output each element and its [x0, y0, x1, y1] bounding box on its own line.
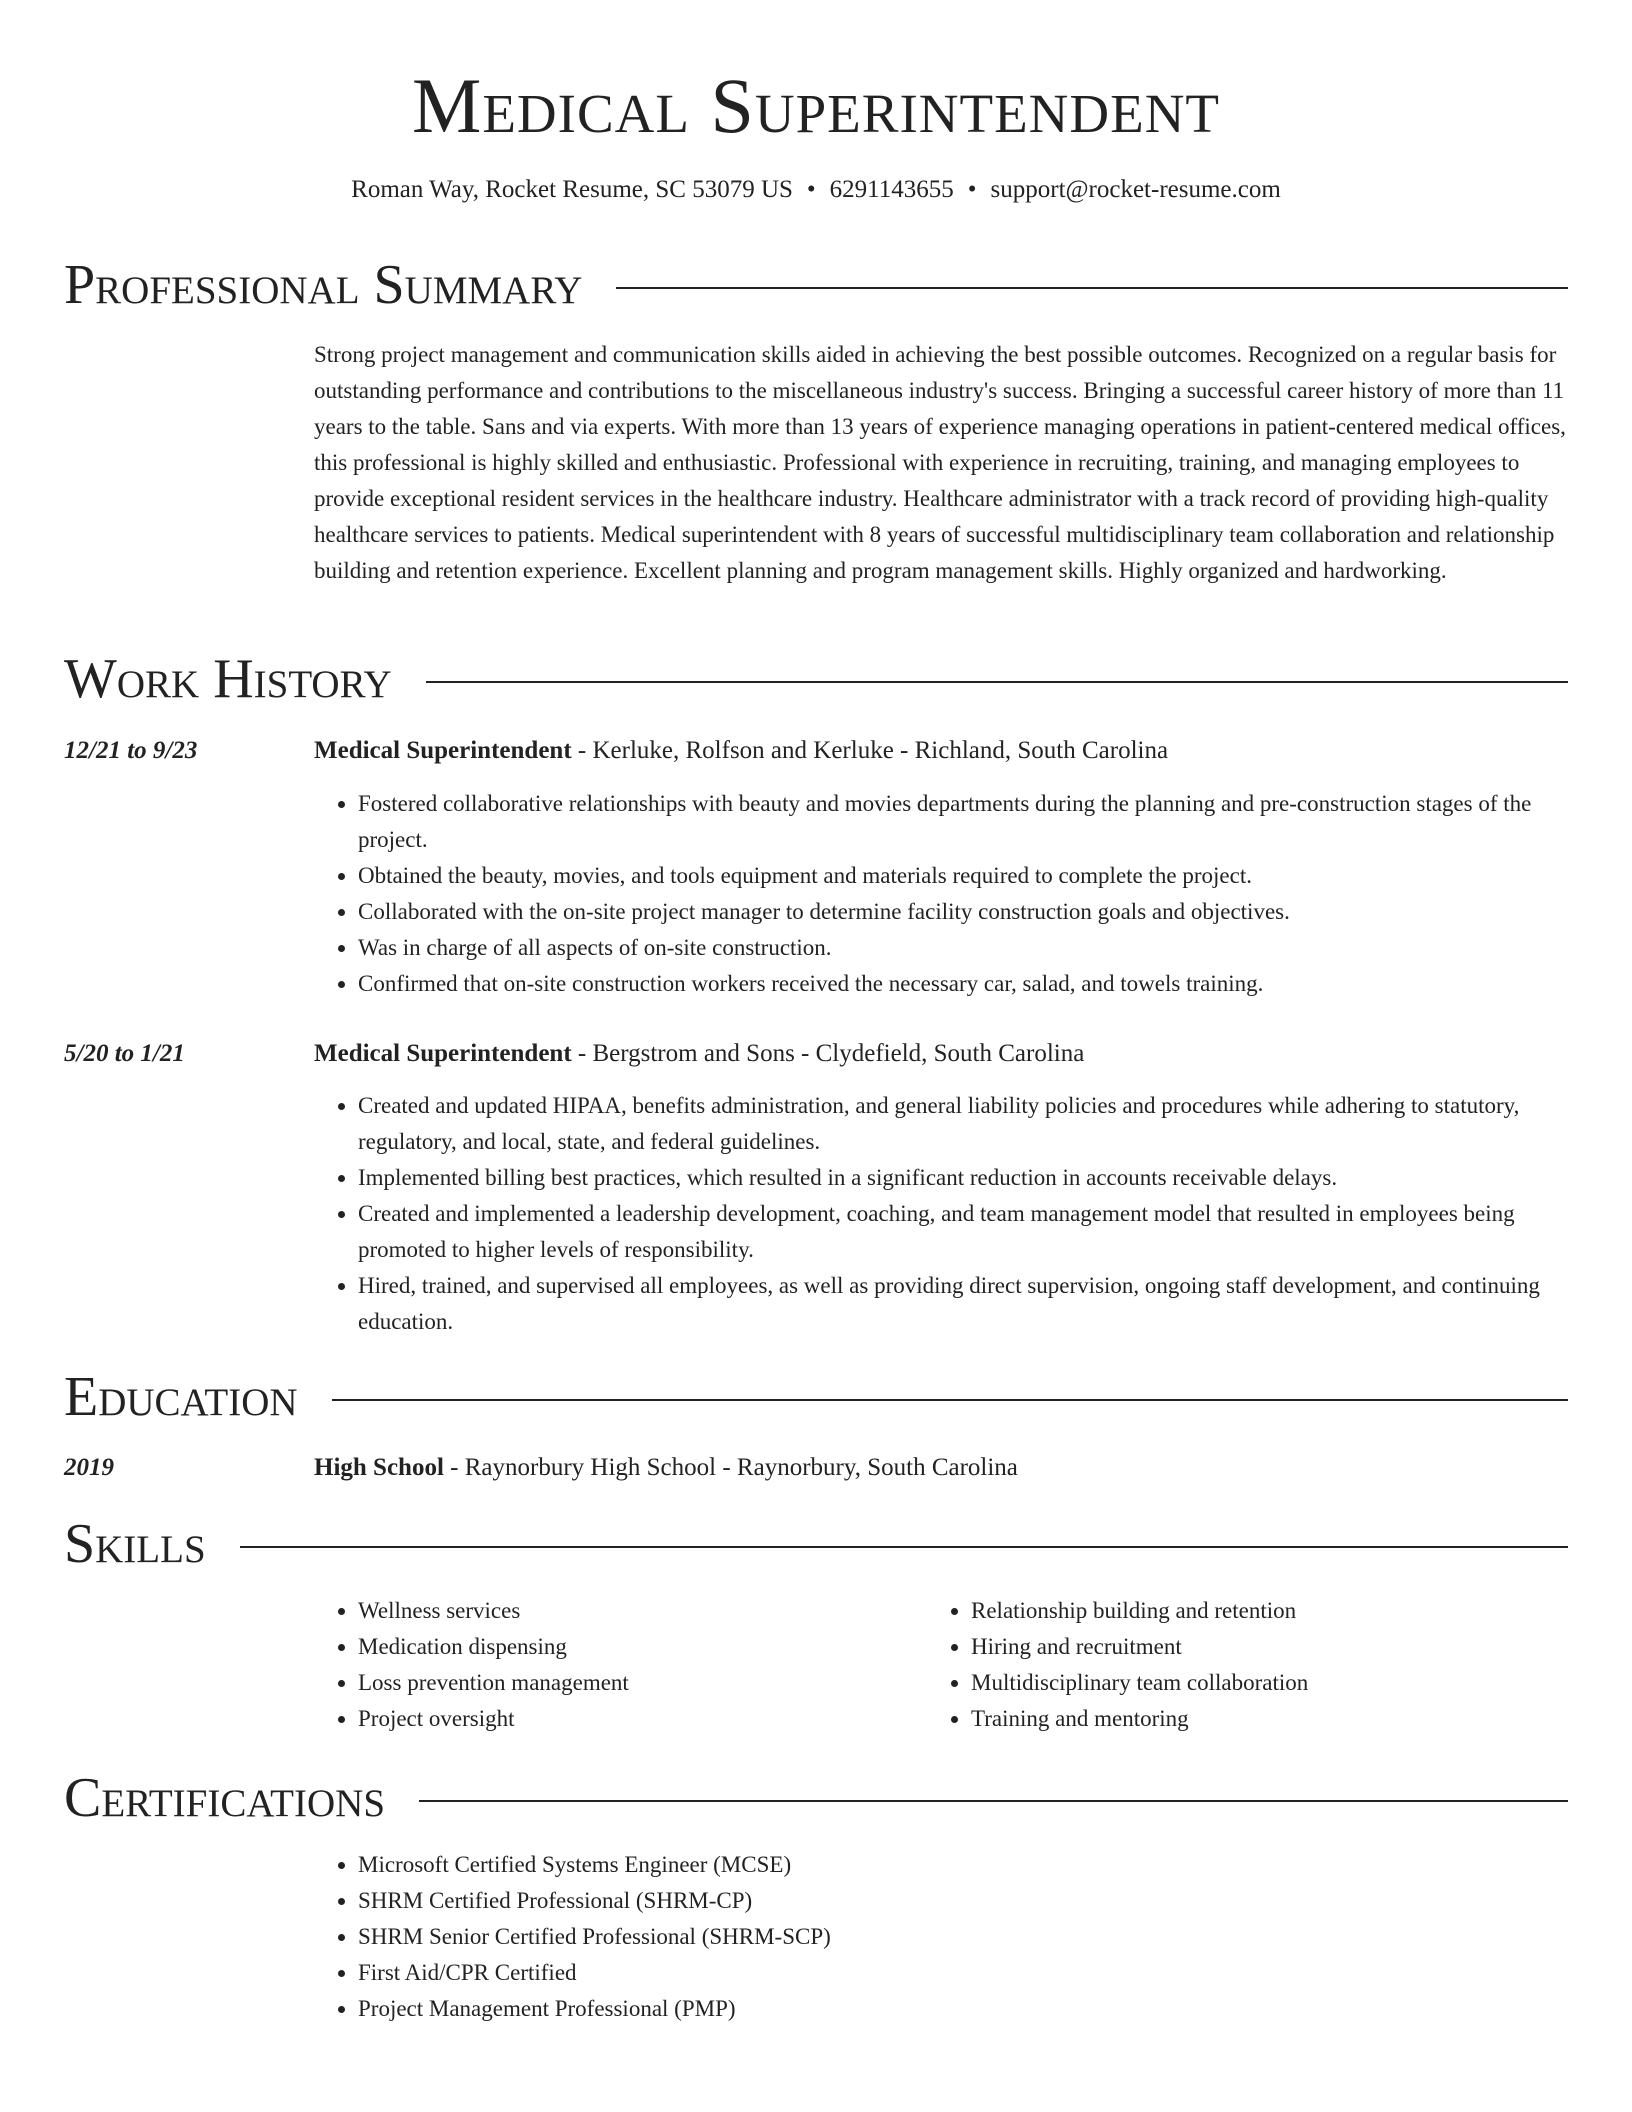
job-bullet: • Obtained the beauty, movies, and tools equipment and materials required to complete the project. — [358, 858, 1568, 894]
certification-item: • Microsoft Certified Systems Engineer (MCSE) — [358, 1847, 1568, 1883]
job-bullet: • Fostered collaborative relationships with beauty and movies departments during the planning and pre-construction stages of the project. — [358, 786, 1568, 858]
job-dates: 12/21 to 9/23 — [64, 737, 198, 764]
skill-item: • Wellness services — [358, 1593, 914, 1629]
certifications-list — [314, 1847, 1568, 2027]
job-bullet: • Collaborated with the on-site project manager to determine facility construction goals and objectives. — [358, 894, 1568, 930]
education-school-location: - Raynorbury High School - Raynorbury, South Carolina — [443, 1454, 1018, 1481]
section-divider — [332, 1399, 1568, 1401]
section-divider — [419, 1800, 1568, 1802]
job-bullets — [314, 786, 1568, 1002]
certifications-section-heading — [64, 1763, 1568, 1833]
skill-item: • Training and mentoring — [971, 1701, 1567, 1737]
certification-item: • SHRM Senior Certified Professional (SHRM-SCP) — [358, 1919, 1568, 1955]
contact-separator: • — [806, 176, 816, 203]
education-heading: Education — [64, 1366, 298, 1428]
summary-heading: Professional Summary — [64, 254, 583, 316]
job-title: Medical Superintendent — [314, 737, 572, 764]
job-bullets — [314, 1088, 1568, 1340]
job-title: Medical Superintendent — [314, 1040, 572, 1067]
education-section-heading — [64, 1362, 1568, 1432]
work-heading: Work History — [64, 648, 392, 710]
job-bullet: • Confirmed that on-site construction workers received the necessary car, salad, and towels training. — [358, 966, 1568, 1002]
job-bullet: • Created and updated HIPAA, benefits administration, and general liability policies and procedures while adhering to statutory, regulatory, and local, state, and federal guidelines. — [358, 1088, 1568, 1160]
education-degree: High School — [314, 1454, 444, 1481]
summary-section-heading — [64, 250, 1568, 320]
job-bullet: • Was in charge of all aspects of on-site construction. — [358, 930, 1568, 966]
job-dates: 5/20 to 1/21 — [64, 1040, 185, 1067]
skill-item: • Project oversight — [358, 1701, 914, 1737]
section-divider — [240, 1546, 1568, 1548]
job-bullet: • Created and implemented a leadership development, coaching, and team management model that resulted in employees being promoted to higher levels of responsibility. — [358, 1196, 1568, 1268]
skills-list-left — [314, 1593, 914, 1737]
education-year: 2019 — [64, 1454, 114, 1481]
job-employer-location: - Bergstrom and Sons - Clydefield, South Carolina — [571, 1040, 1085, 1067]
skills-section-heading — [64, 1509, 1568, 1579]
contact-email: support@rocket-resume.com — [990, 176, 1281, 203]
skills-heading: Skills — [64, 1513, 206, 1575]
skill-item: • Medication dispensing — [358, 1629, 914, 1665]
skill-item: • Loss prevention management — [358, 1665, 914, 1701]
work-section-heading — [64, 644, 1568, 714]
skill-item: • Multidisciplinary team collaboration — [971, 1665, 1567, 1701]
contact-address: Roman Way, Rocket Resume, SC 53079 US — [351, 176, 793, 203]
section-divider — [616, 287, 1568, 289]
certification-item: • Project Management Professional (PMP) — [358, 1991, 1568, 2027]
summary-text: Strong project management and communication skills aided in achieving the best possible outcomes. Recognized on a regular basis for outstanding performance and contributions to the miscellaneous industry's success. Bringing a successful career history of more than 11 years to the table. Sans and via experts. With more than 13 years of experience managing operations in patient-centered medical offices, this professional is highly skilled and enthusiastic. Professional with experience in recruiting, training, and managing employees to provide exceptional resident services in the healthcare industry. Healthcare administrator with a track record of providing high-quality healthcare services to patients. Medical superintendent with 8 years of successful multidisciplinary team collaboration and relationship building and retention experience. Excellent planning and program management skills. Highly organized and hardworking. — [314, 342, 1566, 583]
certification-item: • SHRM Certified Professional (SHRM-CP) — [358, 1883, 1568, 1919]
contact-phone: 6291143655 — [829, 176, 954, 203]
job-employer-location: - Kerluke, Rolfson and Kerluke - Richland, South Carolina — [571, 737, 1169, 764]
job-bullet: • Implemented billing best practices, which resulted in a significant reduction in accounts receivable delays. — [358, 1160, 1568, 1196]
skill-item: • Hiring and recruitment — [971, 1629, 1567, 1665]
certification-item: • First Aid/CPR Certified — [358, 1955, 1568, 1991]
contact-line — [0, 173, 1632, 207]
section-divider — [426, 681, 1568, 683]
job-bullet: • Hired, trained, and supervised all employees, as well as providing direct supervision, ongoing staff development, and continuing education. — [358, 1268, 1568, 1340]
job-title-line — [314, 1036, 1568, 1072]
candidate-name: Medical Superintendent — [411, 62, 1221, 149]
certifications-heading: Certifications — [64, 1767, 386, 1829]
education-line — [314, 1450, 1568, 1486]
job-title-line — [314, 733, 1568, 769]
contact-separator: • — [967, 176, 977, 203]
skill-item: • Relationship building and retention — [971, 1593, 1567, 1629]
skills-list-right — [927, 1593, 1567, 1737]
